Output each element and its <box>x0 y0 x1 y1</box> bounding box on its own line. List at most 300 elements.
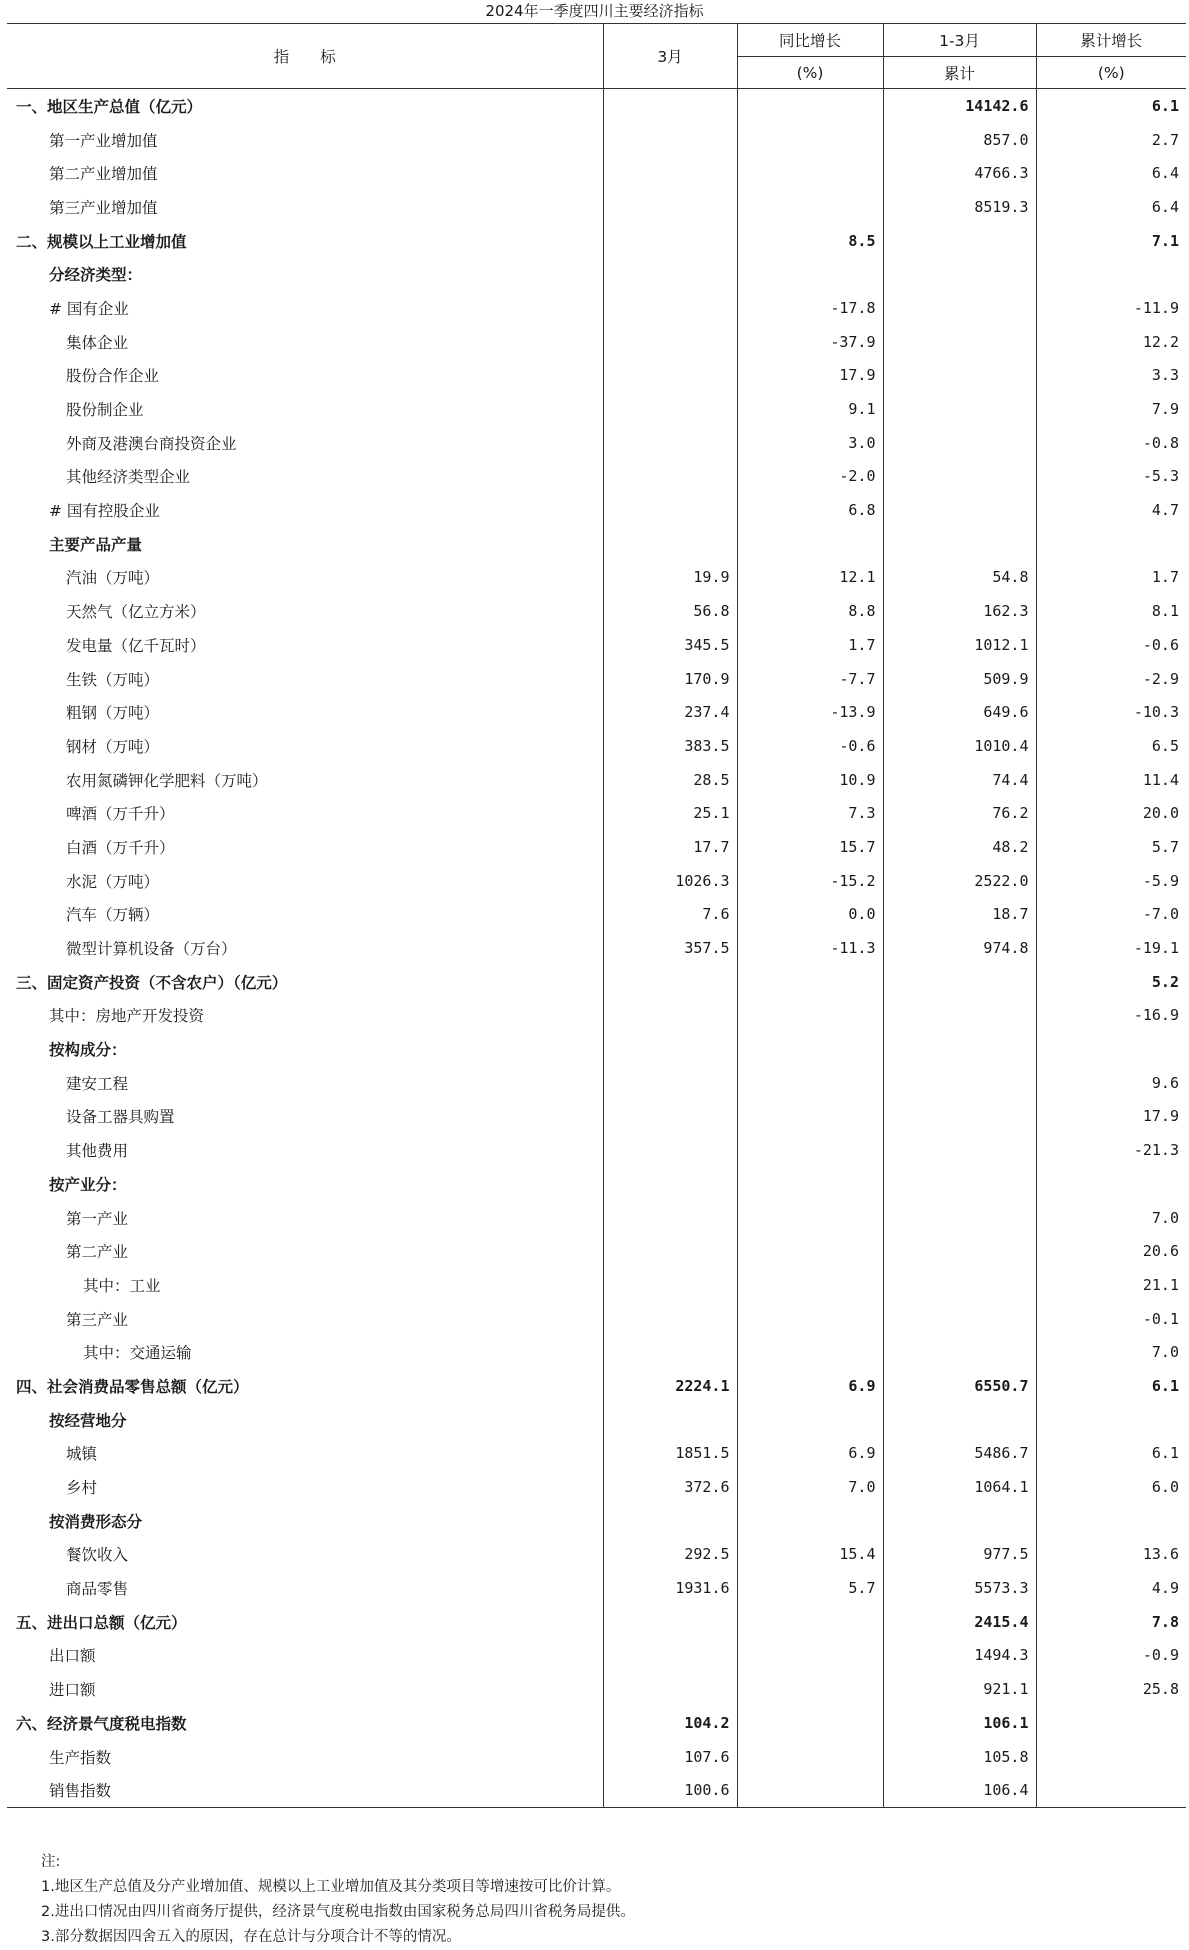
header-cumulative-growth: 累计增长 <box>1036 24 1186 57</box>
cell-cumulative-growth: 6.1 <box>1036 89 1186 123</box>
cell-cumulative <box>883 1032 1036 1066</box>
table-row <box>7 1470 1186 1504</box>
cell-cumulative: 6550.7 <box>883 1369 1036 1403</box>
cell-march <box>603 291 737 325</box>
row-label: 天然气（亿立方米） <box>66 603 206 622</box>
cell-march <box>603 257 737 291</box>
cell-yoy-growth <box>737 1504 883 1538</box>
table-row <box>7 1571 1186 1605</box>
row-label: 按消费形态分 <box>49 1512 143 1531</box>
cell-cumulative: 509.9 <box>883 662 1036 696</box>
cell-cumulative-growth <box>1036 1773 1186 1807</box>
cell-yoy-growth: 6.9 <box>737 1437 883 1471</box>
table-row <box>7 1066 1186 1100</box>
cell-cumulative <box>883 257 1036 291</box>
row-label: 水泥（万吨） <box>66 872 160 891</box>
row-label: 乡村 <box>66 1479 98 1498</box>
cell-cumulative-growth <box>1036 1403 1186 1437</box>
cell-yoy-growth <box>737 123 883 157</box>
cell-cumulative <box>883 965 1036 999</box>
table-row <box>7 1403 1186 1437</box>
cell-cumulative-growth <box>1036 527 1186 561</box>
table-row <box>7 1672 1186 1706</box>
table-row <box>7 1639 1186 1673</box>
table-row <box>7 1504 1186 1538</box>
cell-march: 170.9 <box>603 662 737 696</box>
cell-cumulative: 14142.6 <box>883 89 1036 123</box>
cell-cumulative-growth: -16.9 <box>1036 999 1186 1033</box>
table-row <box>7 1133 1186 1167</box>
row-label: 集体企业 <box>66 333 129 352</box>
footnote-item: 2.进出口情况由四川省商务厅提供，经济景气度税电指数由国家税务总局四川省税务局提供。 <box>41 1904 635 1920</box>
cell-cumulative <box>883 527 1036 561</box>
cell-yoy-growth <box>737 1167 883 1201</box>
cell-cumulative-growth: 4.9 <box>1036 1571 1186 1605</box>
cell-march: 28.5 <box>603 763 737 797</box>
cell-cumulative: 977.5 <box>883 1538 1036 1572</box>
cell-march: 100.6 <box>603 1773 737 1807</box>
row-label: 四、社会消费品零售总额（亿元） <box>16 1377 249 1396</box>
cell-yoy-growth <box>737 1740 883 1774</box>
table-row <box>7 493 1186 527</box>
row-label: 第三产业增加值 <box>49 198 158 217</box>
cell-march: 1026.3 <box>603 864 737 898</box>
cell-yoy-growth <box>737 1605 883 1639</box>
cell-march <box>603 965 737 999</box>
table-row <box>7 89 1186 123</box>
cell-march <box>603 1201 737 1235</box>
row-label: 生产指数 <box>49 1748 112 1767</box>
cell-yoy-growth: 3.0 <box>737 426 883 460</box>
cell-cumulative: 48.2 <box>883 830 1036 864</box>
row-label: 白酒（万千升） <box>66 838 175 857</box>
cell-march <box>603 1133 737 1167</box>
cell-cumulative: 76.2 <box>883 796 1036 830</box>
cell-cumulative <box>883 426 1036 460</box>
cell-cumulative <box>883 1403 1036 1437</box>
cell-march <box>603 123 737 157</box>
table-row <box>7 594 1186 628</box>
cell-cumulative: 4766.3 <box>883 156 1036 190</box>
cell-cumulative <box>883 1335 1036 1369</box>
row-label: 主要产品产量 <box>49 535 143 554</box>
cell-march: 104.2 <box>603 1706 737 1740</box>
cell-cumulative <box>883 493 1036 527</box>
footnotes <box>41 1850 635 1950</box>
cell-march <box>603 1335 737 1369</box>
cell-cumulative-growth: 21.1 <box>1036 1268 1186 1302</box>
cell-march <box>603 359 737 393</box>
table-row <box>7 1773 1186 1807</box>
row-label: 第二产业 <box>66 1243 129 1262</box>
row-label: 一、地区生产总值（亿元） <box>16 97 203 116</box>
cell-march <box>603 426 737 460</box>
cell-cumulative: 974.8 <box>883 931 1036 965</box>
cell-cumulative-growth <box>1036 1032 1186 1066</box>
cell-yoy-growth <box>737 1672 883 1706</box>
row-label: 其他费用 <box>66 1142 129 1161</box>
cell-march <box>603 1234 737 1268</box>
cell-cumulative: 106.4 <box>883 1773 1036 1807</box>
cell-cumulative-growth: 6.1 <box>1036 1437 1186 1471</box>
cell-march: 372.6 <box>603 1470 737 1504</box>
cell-yoy-growth: 1.7 <box>737 628 883 662</box>
cell-yoy-growth: 9.1 <box>737 392 883 426</box>
row-label: 啤酒（万千升） <box>66 805 175 824</box>
cell-march: 1851.5 <box>603 1437 737 1471</box>
table-row <box>7 1740 1186 1774</box>
cell-yoy-growth: 10.9 <box>737 763 883 797</box>
cell-yoy-growth: 5.7 <box>737 1571 883 1605</box>
cell-cumulative: 649.6 <box>883 695 1036 729</box>
cell-cumulative-growth: 4.7 <box>1036 493 1186 527</box>
cell-cumulative-growth: 11.4 <box>1036 763 1186 797</box>
cell-march <box>603 1100 737 1134</box>
cell-cumulative-growth: 6.4 <box>1036 156 1186 190</box>
row-label: 建安工程 <box>66 1074 129 1093</box>
table-row <box>7 359 1186 393</box>
cell-yoy-growth <box>737 1639 883 1673</box>
table-row <box>7 729 1186 763</box>
cell-cumulative <box>883 1504 1036 1538</box>
table-row <box>7 864 1186 898</box>
cell-cumulative-growth <box>1036 1167 1186 1201</box>
row-label: 餐饮收入 <box>66 1546 129 1565</box>
cell-cumulative <box>883 1066 1036 1100</box>
cell-yoy-growth: -7.7 <box>737 662 883 696</box>
row-label: 发电量（亿千瓦时） <box>66 636 206 655</box>
cell-cumulative: 1064.1 <box>883 1470 1036 1504</box>
row-label: 外商及港澳台商投资企业 <box>66 434 237 453</box>
cell-cumulative <box>883 1100 1036 1134</box>
cell-cumulative-growth: -5.3 <box>1036 460 1186 494</box>
table-row <box>7 1100 1186 1134</box>
header-cumulative-period: 1-3月 <box>883 24 1036 57</box>
table-row <box>7 1538 1186 1572</box>
cell-march: 17.7 <box>603 830 737 864</box>
cell-yoy-growth <box>737 257 883 291</box>
cell-yoy-growth <box>737 527 883 561</box>
table-row <box>7 763 1186 797</box>
cell-cumulative-growth: 7.1 <box>1036 224 1186 258</box>
cell-march: 345.5 <box>603 628 737 662</box>
cell-march <box>603 527 737 561</box>
cell-cumulative-growth: 20.0 <box>1036 796 1186 830</box>
cell-march: 357.5 <box>603 931 737 965</box>
cell-cumulative: 5486.7 <box>883 1437 1036 1471</box>
row-label: 股份制企业 <box>66 401 144 420</box>
cell-cumulative: 921.1 <box>883 1672 1036 1706</box>
table-row <box>7 1234 1186 1268</box>
table-row <box>7 1032 1186 1066</box>
cell-cumulative-growth: 5.2 <box>1036 965 1186 999</box>
header-cumulative-growth-unit: (%) <box>1036 57 1186 89</box>
table-row <box>7 123 1186 157</box>
cell-yoy-growth <box>737 89 883 123</box>
cell-yoy-growth <box>737 1335 883 1369</box>
cell-yoy-growth: -11.3 <box>737 931 883 965</box>
cell-march: 383.5 <box>603 729 737 763</box>
cell-yoy-growth <box>737 1066 883 1100</box>
row-label: 微型计算机设备（万台） <box>66 940 237 959</box>
header-cumulative-label: 累计 <box>883 57 1036 89</box>
table-row <box>7 931 1186 965</box>
table-row <box>7 291 1186 325</box>
row-label: 六、经济景气度税电指数 <box>16 1714 187 1733</box>
row-label: 农用氮磷钾化学肥料（万吨） <box>66 771 268 790</box>
cell-yoy-growth <box>737 1032 883 1066</box>
row-label: 出口额 <box>49 1647 96 1666</box>
cell-march <box>603 156 737 190</box>
cell-march <box>603 1302 737 1336</box>
cell-march <box>603 1268 737 1302</box>
cell-yoy-growth: 15.4 <box>737 1538 883 1572</box>
cell-march <box>603 1504 737 1538</box>
cell-cumulative <box>883 1302 1036 1336</box>
cell-march: 2224.1 <box>603 1369 737 1403</box>
row-label: 生铁（万吨） <box>66 670 160 689</box>
row-label: 第二产业增加值 <box>49 165 158 184</box>
cell-yoy-growth <box>737 1268 883 1302</box>
cell-cumulative-growth: 25.8 <box>1036 1672 1186 1706</box>
table-row <box>7 190 1186 224</box>
cell-yoy-growth: 7.0 <box>737 1470 883 1504</box>
cell-yoy-growth <box>737 1302 883 1336</box>
cell-cumulative-growth <box>1036 257 1186 291</box>
cell-yoy-growth <box>737 965 883 999</box>
row-label: 三、固定资产投资（不含农户）（亿元） <box>16 973 288 992</box>
table-row <box>7 1605 1186 1639</box>
row-label: 按经营地分 <box>49 1411 127 1430</box>
cell-cumulative <box>883 325 1036 359</box>
cell-cumulative-growth <box>1036 1706 1186 1740</box>
cell-cumulative: 105.8 <box>883 1740 1036 1774</box>
table-row <box>7 1201 1186 1235</box>
cell-yoy-growth <box>737 1773 883 1807</box>
cell-cumulative-growth: -0.6 <box>1036 628 1186 662</box>
cell-yoy-growth: -17.8 <box>737 291 883 325</box>
cell-march <box>603 1066 737 1100</box>
cell-cumulative-growth: 2.7 <box>1036 123 1186 157</box>
row-label: 进口额 <box>49 1681 96 1700</box>
cell-yoy-growth: 12.1 <box>737 561 883 595</box>
cell-cumulative-growth: 6.4 <box>1036 190 1186 224</box>
cell-yoy-growth: 8.8 <box>737 594 883 628</box>
cell-yoy-growth: 6.8 <box>737 493 883 527</box>
cell-yoy-growth <box>737 1706 883 1740</box>
table-row <box>7 965 1186 999</box>
cell-march <box>603 190 737 224</box>
cell-cumulative: 2522.0 <box>883 864 1036 898</box>
row-label: 销售指数 <box>7 1773 603 1807</box>
row-label: 第三产业 <box>66 1310 129 1329</box>
cell-march <box>603 1605 737 1639</box>
cell-yoy-growth: 17.9 <box>737 359 883 393</box>
cell-cumulative-growth: -10.3 <box>1036 695 1186 729</box>
cell-yoy-growth: -15.2 <box>737 864 883 898</box>
cell-cumulative-growth: -5.9 <box>1036 864 1186 898</box>
cell-march <box>603 224 737 258</box>
table-body <box>7 89 1186 1808</box>
row-label: 股份合作企业 <box>66 367 160 386</box>
cell-cumulative-growth: -19.1 <box>1036 931 1186 965</box>
cell-yoy-growth: 6.9 <box>737 1369 883 1403</box>
table-row <box>7 695 1186 729</box>
cell-cumulative <box>883 359 1036 393</box>
table-row <box>7 1369 1186 1403</box>
cell-march: 1931.6 <box>603 1571 737 1605</box>
cell-cumulative: 74.4 <box>883 763 1036 797</box>
row-label: 设备工器具购置 <box>66 1108 175 1127</box>
row-label: 钢材（万吨） <box>66 737 160 756</box>
table-row <box>7 662 1186 696</box>
cell-cumulative-growth: 7.0 <box>1036 1335 1186 1369</box>
cell-yoy-growth: -0.6 <box>737 729 883 763</box>
row-label: 其中：交通运输 <box>83 1344 192 1363</box>
row-label: 按构成分： <box>49 1041 127 1060</box>
row-label: 城镇 <box>66 1445 98 1464</box>
table-row <box>7 257 1186 291</box>
table-row <box>7 628 1186 662</box>
cell-cumulative-growth: -0.1 <box>1036 1302 1186 1336</box>
cell-yoy-growth: 7.3 <box>737 796 883 830</box>
cell-yoy-growth <box>737 1100 883 1134</box>
row-label: 第一产业 <box>66 1209 129 1228</box>
table-row <box>7 392 1186 426</box>
cell-cumulative-growth: -7.0 <box>1036 898 1186 932</box>
table-row <box>7 999 1186 1033</box>
cell-cumulative-growth <box>1036 1504 1186 1538</box>
row-label: 其中：工业 <box>83 1276 161 1295</box>
cell-cumulative <box>883 1167 1036 1201</box>
cell-cumulative <box>883 1268 1036 1302</box>
row-label: # 国有控股企业 <box>49 502 160 521</box>
cell-cumulative-growth: 7.0 <box>1036 1201 1186 1235</box>
cell-cumulative: 1010.4 <box>883 729 1036 763</box>
cell-march <box>603 325 737 359</box>
cell-cumulative-growth: 5.7 <box>1036 830 1186 864</box>
cell-cumulative: 54.8 <box>883 561 1036 595</box>
header-yoy: 同比增长 <box>737 24 883 57</box>
cell-yoy-growth <box>737 1133 883 1167</box>
cell-yoy-growth: 0.0 <box>737 898 883 932</box>
table-row <box>7 1706 1186 1740</box>
cell-march: 25.1 <box>603 796 737 830</box>
cell-cumulative: 857.0 <box>883 123 1036 157</box>
cell-cumulative: 1012.1 <box>883 628 1036 662</box>
cell-cumulative-growth: 6.0 <box>1036 1470 1186 1504</box>
cell-yoy-growth: -13.9 <box>737 695 883 729</box>
cell-march <box>603 89 737 123</box>
cell-yoy-growth <box>737 1234 883 1268</box>
cell-yoy-growth: -2.0 <box>737 460 883 494</box>
cell-march: 19.9 <box>603 561 737 595</box>
indicator-table <box>7 23 1186 1808</box>
footnote-heading: 注: <box>41 1854 61 1870</box>
table-row <box>7 460 1186 494</box>
cell-cumulative: 1494.3 <box>883 1639 1036 1673</box>
cell-cumulative-growth: 7.8 <box>1036 1605 1186 1639</box>
table-row <box>7 325 1186 359</box>
row-label: 商品零售 <box>66 1580 129 1599</box>
row-label: 汽油（万吨） <box>66 569 160 588</box>
row-label: 其中：房地产开发投资 <box>49 1007 205 1026</box>
table-row <box>7 224 1186 258</box>
row-label: 分经济类型： <box>49 266 143 285</box>
cell-cumulative-growth: 6.1 <box>1036 1369 1186 1403</box>
cell-march <box>603 1032 737 1066</box>
cell-cumulative-growth: 3.3 <box>1036 359 1186 393</box>
cell-march <box>603 392 737 426</box>
cell-cumulative-growth: -11.9 <box>1036 291 1186 325</box>
cell-yoy-growth <box>737 1201 883 1235</box>
row-label: 按产业分： <box>49 1175 127 1194</box>
cell-yoy-growth <box>737 190 883 224</box>
cell-cumulative: 18.7 <box>883 898 1036 932</box>
row-label: # 国有企业 <box>49 299 129 318</box>
cell-yoy-growth <box>737 156 883 190</box>
header-indicator: 指 标 <box>7 24 603 89</box>
cell-yoy-growth <box>737 1403 883 1437</box>
header-march: 3月 <box>603 24 737 89</box>
cell-yoy-growth <box>737 999 883 1033</box>
table-row <box>7 1268 1186 1302</box>
cell-cumulative <box>883 224 1036 258</box>
cell-march <box>603 1672 737 1706</box>
table-row <box>7 830 1186 864</box>
cell-march: 7.6 <box>603 898 737 932</box>
cell-march <box>603 460 737 494</box>
table-row <box>7 1167 1186 1201</box>
cell-march <box>603 999 737 1033</box>
cell-yoy-growth: 8.5 <box>737 224 883 258</box>
cell-cumulative-growth: 12.2 <box>1036 325 1186 359</box>
cell-cumulative: 162.3 <box>883 594 1036 628</box>
table-row <box>7 1437 1186 1471</box>
cell-cumulative-growth: 17.9 <box>1036 1100 1186 1134</box>
cell-march: 56.8 <box>603 594 737 628</box>
cell-march <box>603 1403 737 1437</box>
cell-cumulative: 106.1 <box>883 1706 1036 1740</box>
cell-march <box>603 493 737 527</box>
table-title: 2024年一季度四川主要经济指标 <box>485 2 704 20</box>
cell-yoy-growth: -37.9 <box>737 325 883 359</box>
cell-cumulative-growth: 13.6 <box>1036 1538 1186 1572</box>
row-label: 汽车（万辆） <box>66 906 160 925</box>
table-row <box>7 561 1186 595</box>
cell-march: 107.6 <box>603 1740 737 1774</box>
cell-cumulative: 8519.3 <box>883 190 1036 224</box>
cell-march: 292.5 <box>603 1538 737 1572</box>
footnote-item: 1.地区生产总值及分产业增加值、规模以上工业增加值及其分类项目等增速按可比价计算。 <box>41 1879 621 1895</box>
cell-cumulative: 2415.4 <box>883 1605 1036 1639</box>
table-row <box>7 426 1186 460</box>
cell-cumulative <box>883 1234 1036 1268</box>
cell-cumulative-growth: 6.5 <box>1036 729 1186 763</box>
cell-march <box>603 1167 737 1201</box>
cell-cumulative-growth <box>1036 1740 1186 1774</box>
header-yoy-unit: (%) <box>737 57 883 89</box>
row-label: 粗钢（万吨） <box>66 704 160 723</box>
table-row <box>7 156 1186 190</box>
footnote-item: 3.部分数据因四舍五入的原因，存在总计与分项合计不等的情况。 <box>41 1929 461 1945</box>
cell-yoy-growth: 15.7 <box>737 830 883 864</box>
cell-cumulative <box>883 1201 1036 1235</box>
cell-cumulative-growth: 20.6 <box>1036 1234 1186 1268</box>
cell-cumulative-growth: 9.6 <box>1036 1066 1186 1100</box>
cell-cumulative <box>883 460 1036 494</box>
row-label: 五、进出口总额（亿元） <box>16 1613 187 1632</box>
